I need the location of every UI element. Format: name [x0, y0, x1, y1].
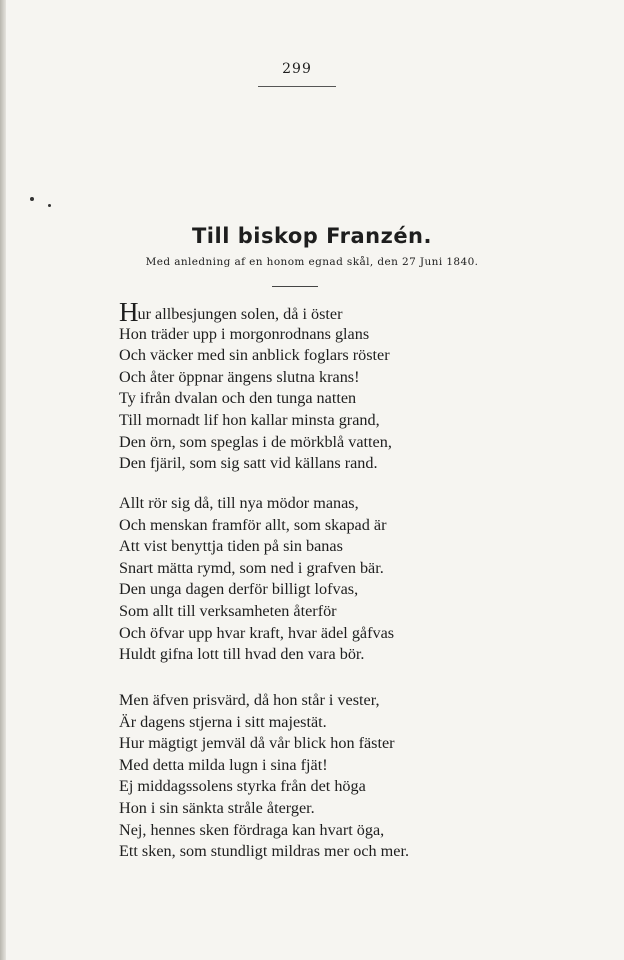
poem-title: Till biskop Franzén.: [191, 224, 432, 248]
poem-line-text: ur allbesjungen solen, då i öster: [137, 305, 343, 323]
poem-line: Och väcker med sin anblick foglars röster: [119, 346, 390, 365]
page-number: 299: [282, 61, 312, 77]
page-spine-edge: [0, 0, 6, 960]
poem-line: Hon träder upp i morgonrodnans glans: [119, 324, 370, 343]
poem-line: [119, 297, 499, 327]
poem-line: Den fjäril, som sig satt vid källans rand.: [119, 454, 378, 473]
poem-line: Ej middagssolens styrka från det höga: [119, 777, 366, 796]
ink-speck: [48, 204, 51, 207]
poem-line: Och menskan framför allt, som skapad är: [119, 515, 387, 534]
poem-line: Nej, hennes sken fördraga kan hvart öga,: [119, 820, 385, 839]
poem-line: Allt rör sig då, till nya mödor manas,: [119, 494, 359, 512]
poem-line: Och öfvar upp hvar kraft, hvar ädel gåfvas: [119, 623, 395, 642]
poem-line: Ty ifrån dvalan och den tunga natten: [119, 389, 357, 408]
poem-line: Den unga dagen derför billigt lofvas,: [119, 580, 359, 599]
poem-line: Hon i sin sänkta stråle återger.: [119, 798, 315, 817]
poem-subtitle: Med anledning af en honom egnad skål, den 27 Juni 1840.: [145, 256, 479, 268]
poem-line: Att vist benyttja tiden på sin banas: [119, 537, 343, 556]
stanza-2: [119, 493, 499, 666]
poem-line: Hur mägtigt jemväl då vår blick hon fäster: [119, 734, 395, 753]
poem-line: Och åter öppnar ängens slutna krans!: [119, 367, 360, 386]
stanza-1: [119, 297, 499, 475]
poem-line: Snart mätta rymd, som ned i grafven bär.: [119, 558, 384, 577]
ink-speck: [30, 197, 34, 201]
stanza-3: [119, 690, 499, 863]
poem-line: Till mornadt lif hon kallar minsta grand,: [119, 410, 380, 429]
page-number-rule: [258, 86, 336, 87]
poem-line: Är dagens stjerna i sitt majestät.: [119, 712, 327, 731]
poem-line: Med detta milda lugn i sina fjät!: [119, 755, 328, 774]
drop-initial: H: [119, 297, 138, 327]
poem-line: Huldt gifna lott till hvad den vara bör.: [119, 645, 365, 664]
poem-line: Men äfven prisvärd, då hon står i vester,: [119, 691, 380, 709]
poem-line: Den örn, som speglas i de mörkblå vatten,: [119, 432, 392, 451]
poem-line: Som allt till verksamheten återför: [119, 601, 337, 620]
title-separator-rule: [272, 286, 318, 287]
poem-line: Ett sken, som stundligt mildras mer och mer.: [119, 842, 409, 861]
